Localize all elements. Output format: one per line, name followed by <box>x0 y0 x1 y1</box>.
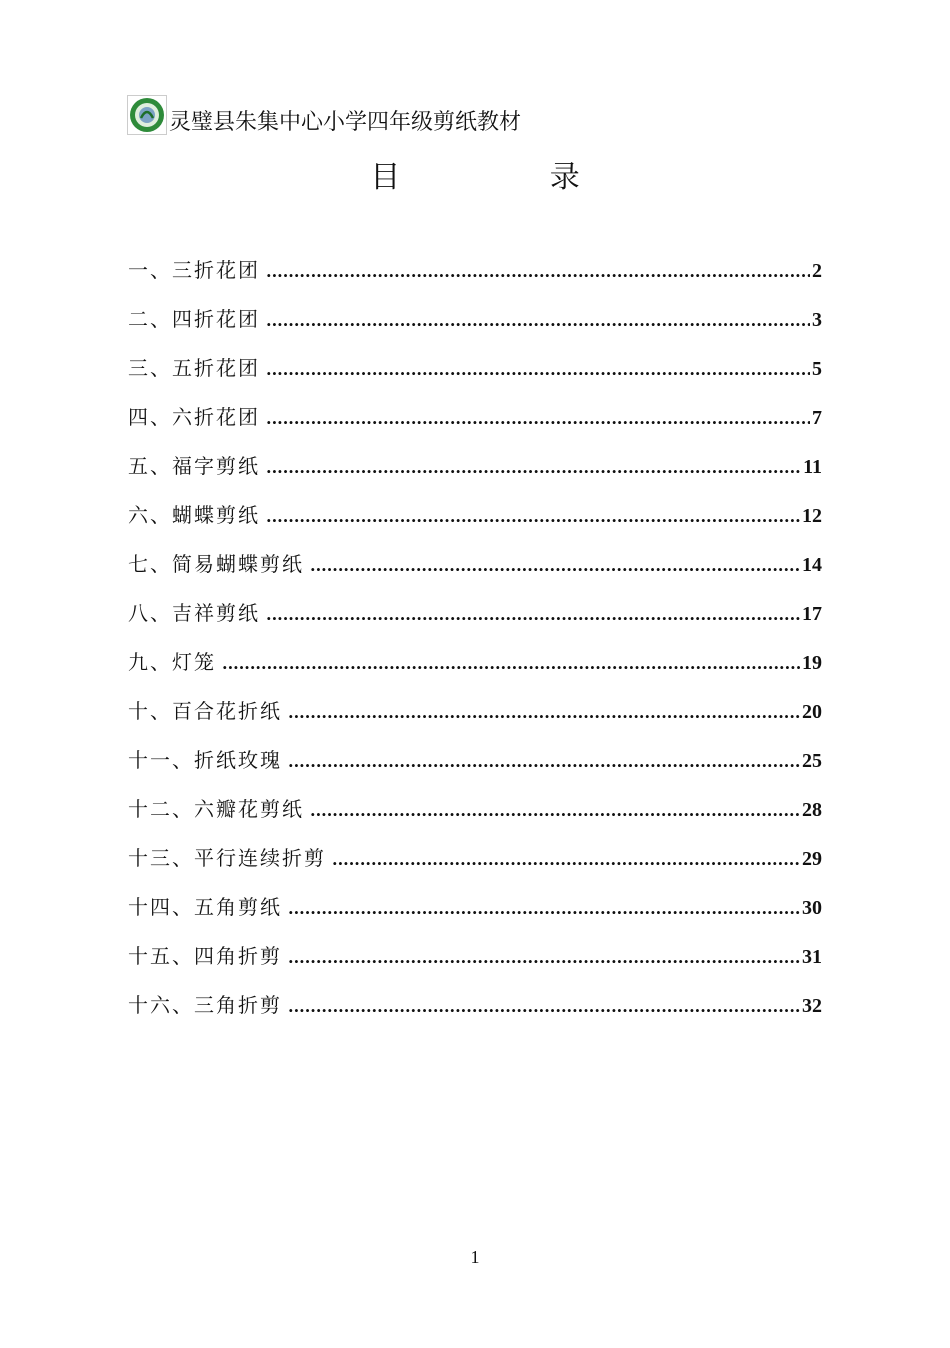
toc-entry-label: 十六、三角折剪 <box>128 993 282 1017</box>
toc-entry-label: 九、灯笼 <box>128 650 216 674</box>
toc-entry-label: 十一、折纸玫瑰 <box>128 748 282 772</box>
toc-entry-label: 十五、四角折剪 <box>128 944 282 968</box>
page-title: 目 录 <box>370 160 650 195</box>
toc-entry-page: 32 <box>802 995 822 1017</box>
toc-leader-dots <box>288 899 800 918</box>
toc-entry[interactable] <box>128 646 822 695</box>
toc-leader-dots <box>266 262 810 281</box>
toc-leader-dots <box>288 703 800 722</box>
toc-leader-dots <box>266 311 810 330</box>
toc-entry[interactable] <box>128 744 822 793</box>
toc-leader-dots <box>288 948 800 967</box>
toc-entry[interactable] <box>128 548 822 597</box>
toc-entry-page: 30 <box>802 897 822 919</box>
toc-entry-page: 25 <box>802 750 822 772</box>
toc-entry-label: 十四、五角剪纸 <box>128 895 282 919</box>
toc-leader-dots <box>266 507 800 526</box>
toc-entry-page: 2 <box>812 260 822 282</box>
toc-entry-page: 31 <box>802 946 822 968</box>
toc-entry[interactable] <box>128 450 822 499</box>
toc-entry-label: 五、福字剪纸 <box>128 454 260 478</box>
toc-entry-page: 29 <box>802 848 822 870</box>
toc-entry-page: 19 <box>802 652 822 674</box>
toc-leader-dots <box>310 556 800 575</box>
toc-leader-dots <box>266 409 810 428</box>
toc-entry[interactable] <box>128 793 822 842</box>
school-emblem-icon <box>127 95 167 135</box>
toc-entry-label: 一、三折花团 <box>128 258 260 282</box>
toc-entry-label: 二、四折花团 <box>128 307 260 331</box>
toc-entry-page: 3 <box>812 309 822 331</box>
toc-entry[interactable] <box>128 303 822 352</box>
toc-entry-label: 十、百合花折纸 <box>128 699 282 723</box>
toc-entry-label: 八、吉祥剪纸 <box>128 601 260 625</box>
toc-leader-dots <box>266 458 801 477</box>
toc-entry-page: 17 <box>802 603 822 625</box>
page-number: 1 <box>470 1247 480 1267</box>
toc-entry-label: 六、蝴蝶剪纸 <box>128 503 260 527</box>
toc-leader-dots <box>288 752 800 771</box>
toc-entry-label: 四、六折花团 <box>128 405 260 429</box>
toc-entry-page: 20 <box>802 701 822 723</box>
toc-leader-dots <box>266 360 810 379</box>
toc-entry-label: 七、简易蝴蝶剪纸 <box>128 552 304 576</box>
toc-entry-label: 十二、六瓣花剪纸 <box>128 797 304 821</box>
toc-entry-label: 十三、平行连续折剪 <box>128 846 326 870</box>
toc-entry[interactable] <box>128 401 822 450</box>
toc-entry-page: 5 <box>812 358 822 380</box>
toc-entry[interactable] <box>128 597 822 646</box>
document-header <box>127 95 521 135</box>
toc-leader-dots <box>310 801 800 820</box>
toc-entry-page: 28 <box>802 799 822 821</box>
toc-entry[interactable] <box>128 891 822 940</box>
toc-entry[interactable] <box>128 940 822 989</box>
toc-leader-dots <box>222 654 800 673</box>
toc-leader-dots <box>288 997 800 1016</box>
table-of-contents <box>128 254 822 1038</box>
toc-entry[interactable] <box>128 254 822 303</box>
toc-entry[interactable] <box>128 989 822 1038</box>
toc-entry-page: 11 <box>803 456 822 478</box>
toc-entry-page: 14 <box>802 554 822 576</box>
toc-leader-dots <box>266 605 800 624</box>
school-title: 灵璧县朱集中心小学四年级剪纸教材 <box>169 110 522 135</box>
toc-entry-label: 三、五折花团 <box>128 356 260 380</box>
toc-entry[interactable] <box>128 352 822 401</box>
toc-entry[interactable] <box>128 499 822 548</box>
toc-entry[interactable] <box>128 842 822 891</box>
toc-entry-page: 7 <box>812 407 822 429</box>
toc-entry[interactable] <box>128 695 822 744</box>
toc-entry-page: 12 <box>802 505 822 527</box>
toc-leader-dots <box>332 850 800 869</box>
